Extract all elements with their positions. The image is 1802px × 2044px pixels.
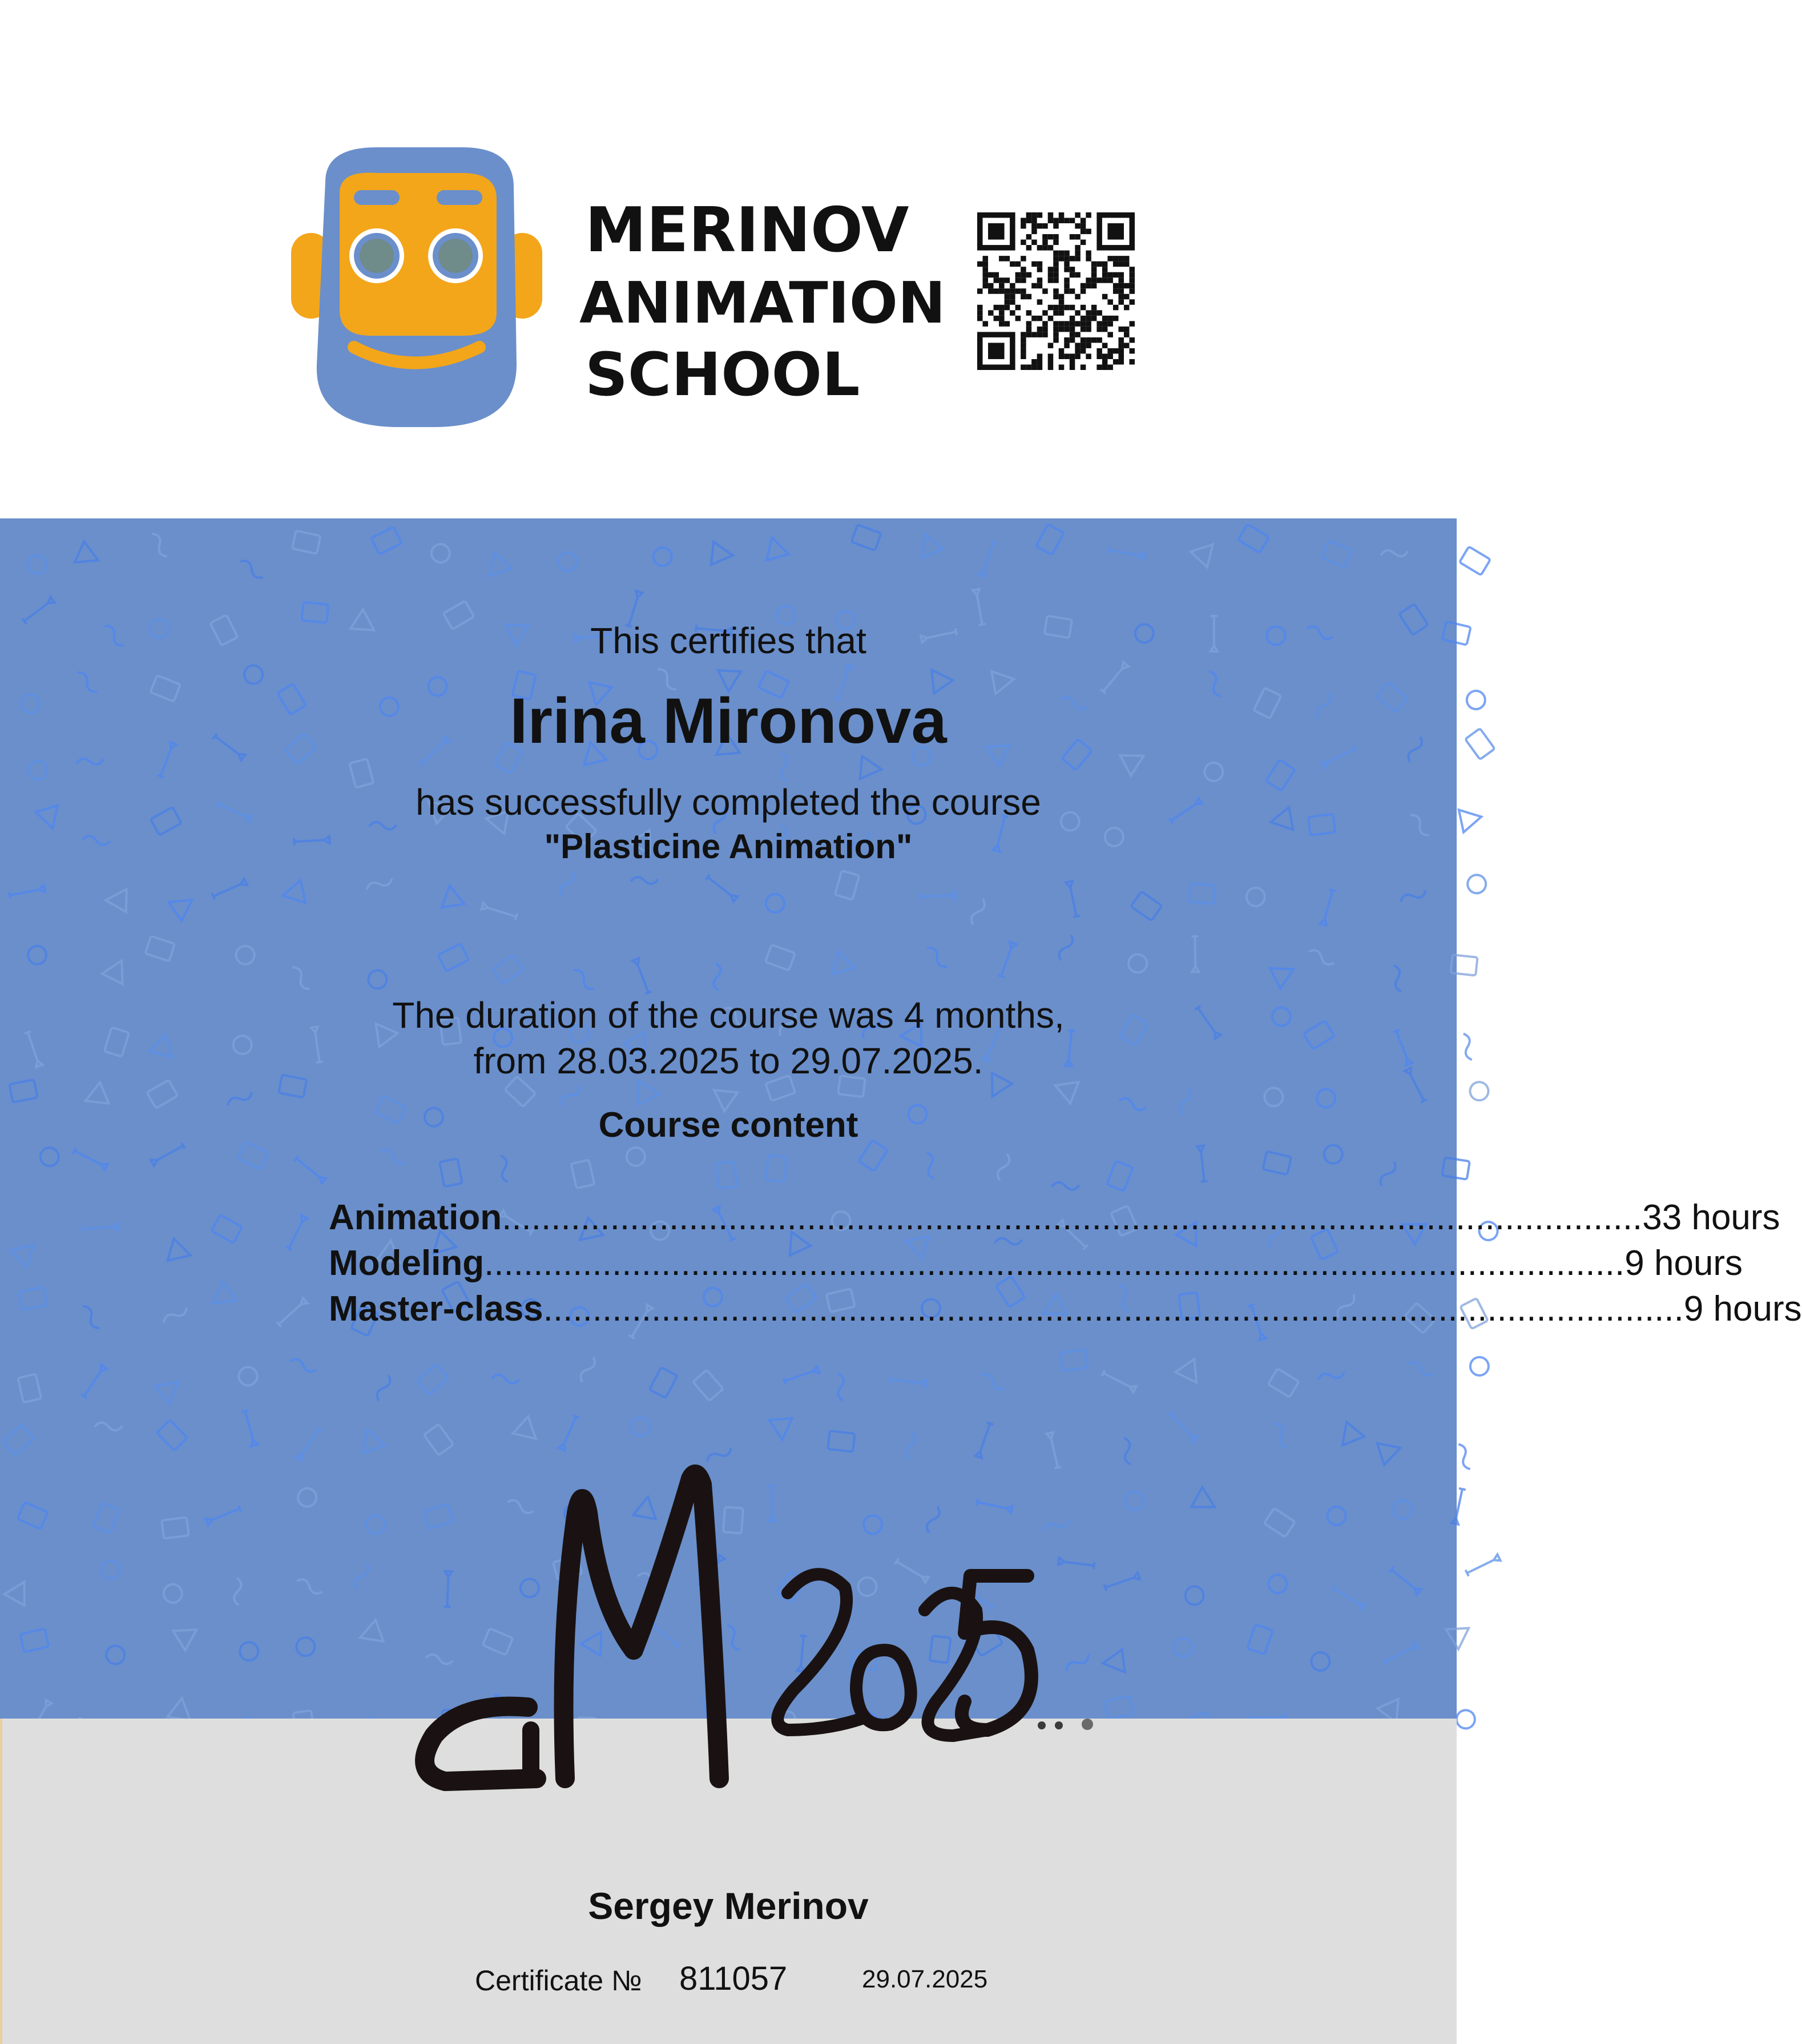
dot-leader: .................................................................................................................... [502,1198,1643,1237]
signer-name: Sergey Merinov [588,1885,869,1927]
certificate-number: 811057 [679,1960,788,1997]
course-content-list [329,1195,1802,1332]
content-subject: Master-class [329,1289,543,1329]
content-subject: Animation [329,1198,502,1237]
certifies-text: This certifies that [590,620,866,661]
recipient-name: Irina Mironova [510,685,947,757]
handwritten-signature [394,1462,1113,1821]
duration-line-1: The duration of the course was 4 months, [392,995,1065,1036]
completed-text: has successfully completed the course [416,782,1041,823]
course-content-heading: Course content [598,1105,858,1145]
wordmark-line-3: SCHOOL [585,340,860,409]
duration-line-2: from 28.03.2025 to 29.07.2025. [473,1040,983,1081]
dot-leader: .................................................................................................................... [543,1289,1684,1329]
mascot-face-icon [291,147,542,427]
content-subject: Modeling [329,1244,485,1283]
course-name: "Plasticine Animation" [544,827,913,866]
wordmark-line-2: ANIMATION [579,269,946,336]
school-wordmark [579,188,946,409]
certificate-number-label: Certificate № [475,1965,642,1997]
content-row-master-class [329,1286,1802,1332]
certificate-header [0,0,1457,518]
wordmark-line-1: MERINOV [585,195,909,266]
content-row-modeling [329,1241,1743,1286]
qr-code-icon[interactable] [977,212,1135,370]
content-hours: 9 hours [1683,1289,1802,1329]
certificate-date: 29.07.2025 [862,1965,988,1993]
dot-leader: .................................................................................................................... [484,1244,1625,1283]
content-hours: 9 hours [1624,1244,1743,1283]
course-duration [0,992,1457,1084]
content-hours: 33 hours [1642,1198,1780,1237]
content-row-animation [329,1195,1780,1241]
